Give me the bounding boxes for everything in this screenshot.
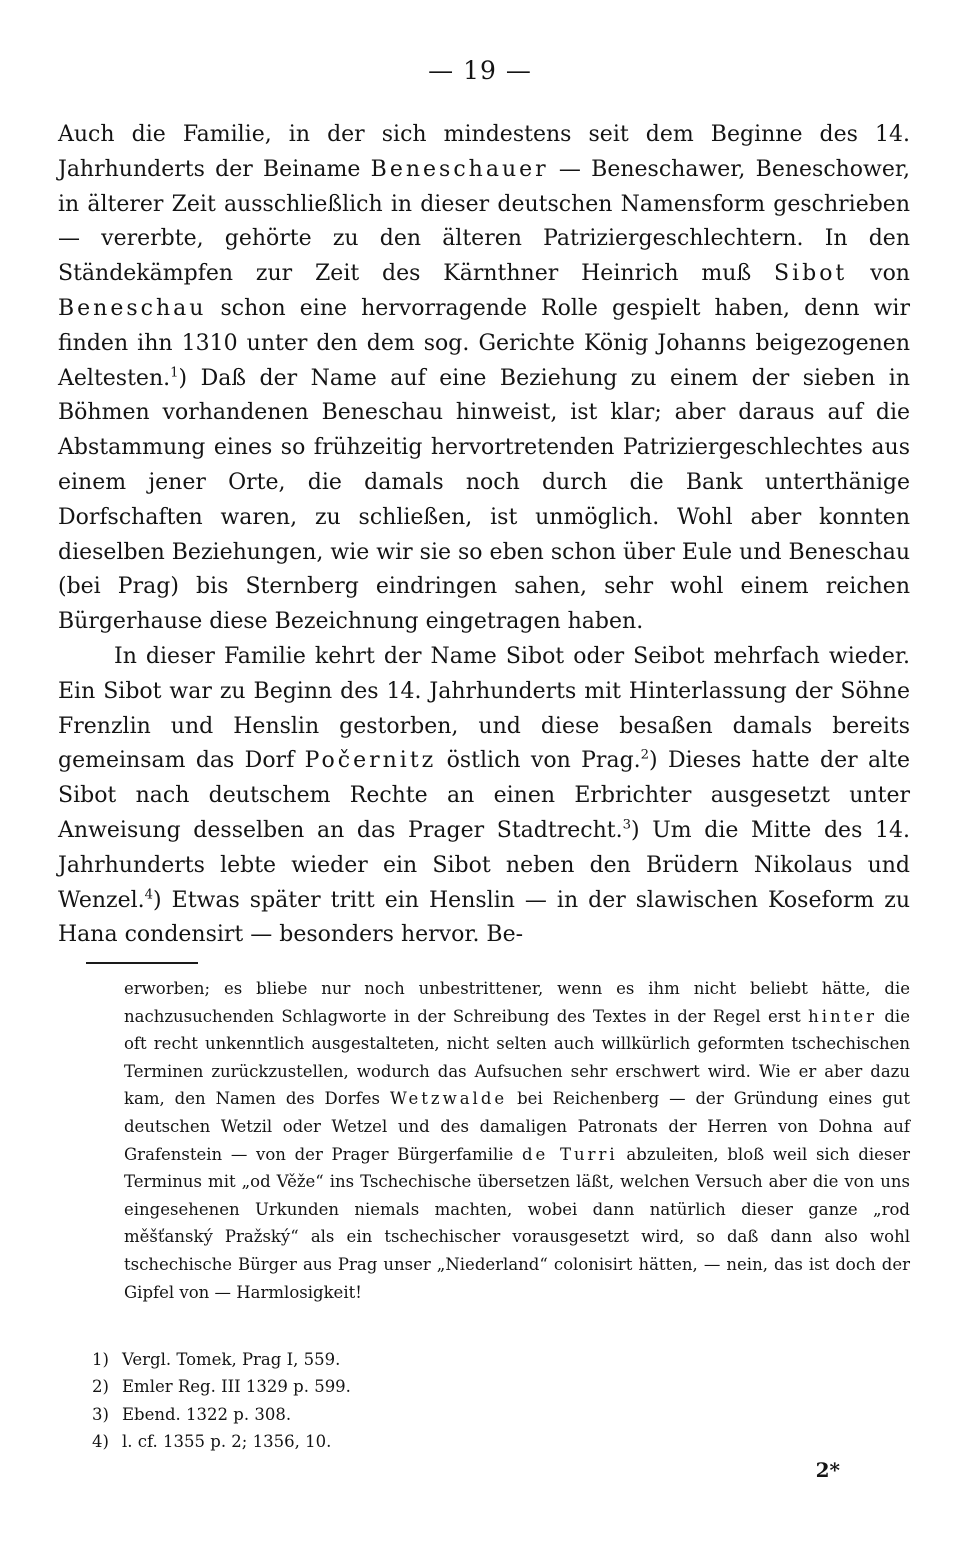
main-text — [58, 118, 910, 953]
footnote — [92, 1373, 792, 1400]
footnote-text: Emler Reg. III 1329 p. 599. — [122, 1377, 351, 1397]
footnote-ref-4: 4 — [144, 887, 154, 903]
footnote — [92, 1346, 792, 1373]
footnote-text: Ebend. 1322 p. 308. — [122, 1404, 292, 1424]
footnote-divider — [86, 962, 198, 964]
footnote-number: 4) — [92, 1432, 109, 1452]
footnote-text: Vergl. Tomek, Prag I, 559. — [122, 1350, 341, 1369]
text-run: — Beneschawer, Beneschower, in älterer Zeit ausschließlich in dieser deutschen Namensform geschrieben — vererbte, gehörte zu den älteren Patriziergeschlechtern. In den Ständekämpfen zur Zeit des Kärnthner Heinrich muß — [58, 156, 910, 287]
footnote-text: l. cf. 1355 p. 2; 1356, 10. — [122, 1432, 332, 1452]
footnote-ref-2: 2 — [640, 748, 650, 764]
spaced-name: de Turri — [521, 1144, 618, 1164]
continued-footnote — [124, 975, 910, 1306]
spaced-name: Počernitz — [304, 748, 437, 774]
text-run: die oft recht unkenntlich ausgestalteten, nicht selten auch willkürlich geformten tschechischen Terminen zurückzustellen, wodurch das Aufsuchen sehr erschwert wird. Wie er aber dazu kam, den Namen des Dorfes — [124, 1006, 910, 1109]
spaced-name: Sibot — [774, 261, 848, 287]
text-run: bei Reichenberg — der Gründung eines gut deutschen Wetzil oder Wetzel und des damaligen Patronats der Herren von Dohna auf Grafenstein — von der Prager Bürgerfamilie — [124, 1089, 911, 1164]
footnote-number: 3) — [92, 1404, 109, 1424]
footnote-ref-3: 3 — [622, 817, 631, 833]
paragraph-1 — [58, 118, 910, 640]
footnote — [92, 1401, 792, 1428]
text-run: In dieser Familie kehrt der Name Sibot oder Seibot mehrfach wieder. Ein Sibot war zu Beginn des 14. Jahrhunderts mit Hinterlassung der Söhne Frenzlin und Henslin gestorben, und diese besaßen damals bereits gemeinsam das Dorf — [58, 643, 910, 774]
footnote-number: 1) — [92, 1350, 109, 1369]
text-run: ) Etwas später tritt ein Henslin — in der slawischen Koseform zu Hana condensirt — besonders hervor. Be- — [58, 887, 910, 948]
spaced-name: Wetzwalde — [389, 1089, 508, 1109]
paragraph-2 — [58, 640, 910, 953]
text-run: abzuleiten, bloß weil sich dieser Terminus mit „od Věže“ ins Tschechische übersetzen läßt, welchen Versuch aber die von uns eingesehenen Urkunden niemals machten, wobei dann natürlich dieser ganze „rod měšťanský Pražský“ als ein tschechischer vorausgesetzt wird, so daß dann also wohl tschechische Bürger aus Prag unser „Niederland“ colonisirt hätten, — nein, das ist doch der Gipfel von — Harmlosigkeit! — [124, 1144, 910, 1302]
footnote-number: 2) — [92, 1377, 109, 1397]
text-run: ) Dieses hatte der alte Sibot nach deutschem Rechte an einen Erbrichter ausgesetzt unter Anweisung desselben an das Prager Stadtrecht. — [58, 748, 911, 843]
text-run: Auch die Familie, in der sich mindestens seit dem Beginne des 14. Jahrhunderts der Beiname — [58, 122, 910, 182]
text-run: erworben; es bliebe nur noch unbestrittener, wenn es ihm nicht beliebt hätte, die nachzusuchenden Schlagworte in der Schreibung des Textes in der Regel erst — [124, 979, 910, 1026]
text-run: von — [847, 261, 910, 287]
spaced-name: Beneschau — [58, 295, 207, 321]
signature-mark: 2* — [815, 1458, 840, 1482]
footnote — [92, 1428, 792, 1455]
text-run: ) Daß der Name auf eine Beziehung zu einem der sieben in Böhmen vorhandenen Beneschau hinweist, ist klar; aber daraus auf die Abstammung eines so frühzeitig hervortretenden Patriziergeschlechtes aus einem jener Orte, die damals noch durch die Bank unterthänige Dorfschaften waren, zu schließen, ist unmöglich. Wohl aber konnten dieselben Beziehungen, wie wir sie so eben schon über Eule und Beneschau (bei Prag) bis Sternberg eindringen sahen, sehr wohl einem reichen Bürgerhause diese Bezeichnung eingetragen haben. — [58, 365, 910, 635]
footnote-list — [92, 1346, 792, 1456]
text-run: ) Um die Mitte des 14. Jahrhunderts lebte wieder ein Sibot neben den Brüdern Nikolaus und Wenzel. — [58, 817, 910, 913]
text-run: östlich von Prag. — [436, 748, 641, 774]
spaced-word: hinter — [808, 1006, 877, 1026]
footnote-ref-1: 1 — [170, 365, 179, 381]
text-run: schon eine hervorragende Rolle gespielt haben, denn wir finden ihn 1310 unter den dem sog. Gerichte König Johanns beigezogenen Aeltesten. — [58, 295, 910, 391]
page-number: — 19 — — [428, 56, 532, 85]
spaced-name: Beneschauer — [370, 156, 549, 182]
